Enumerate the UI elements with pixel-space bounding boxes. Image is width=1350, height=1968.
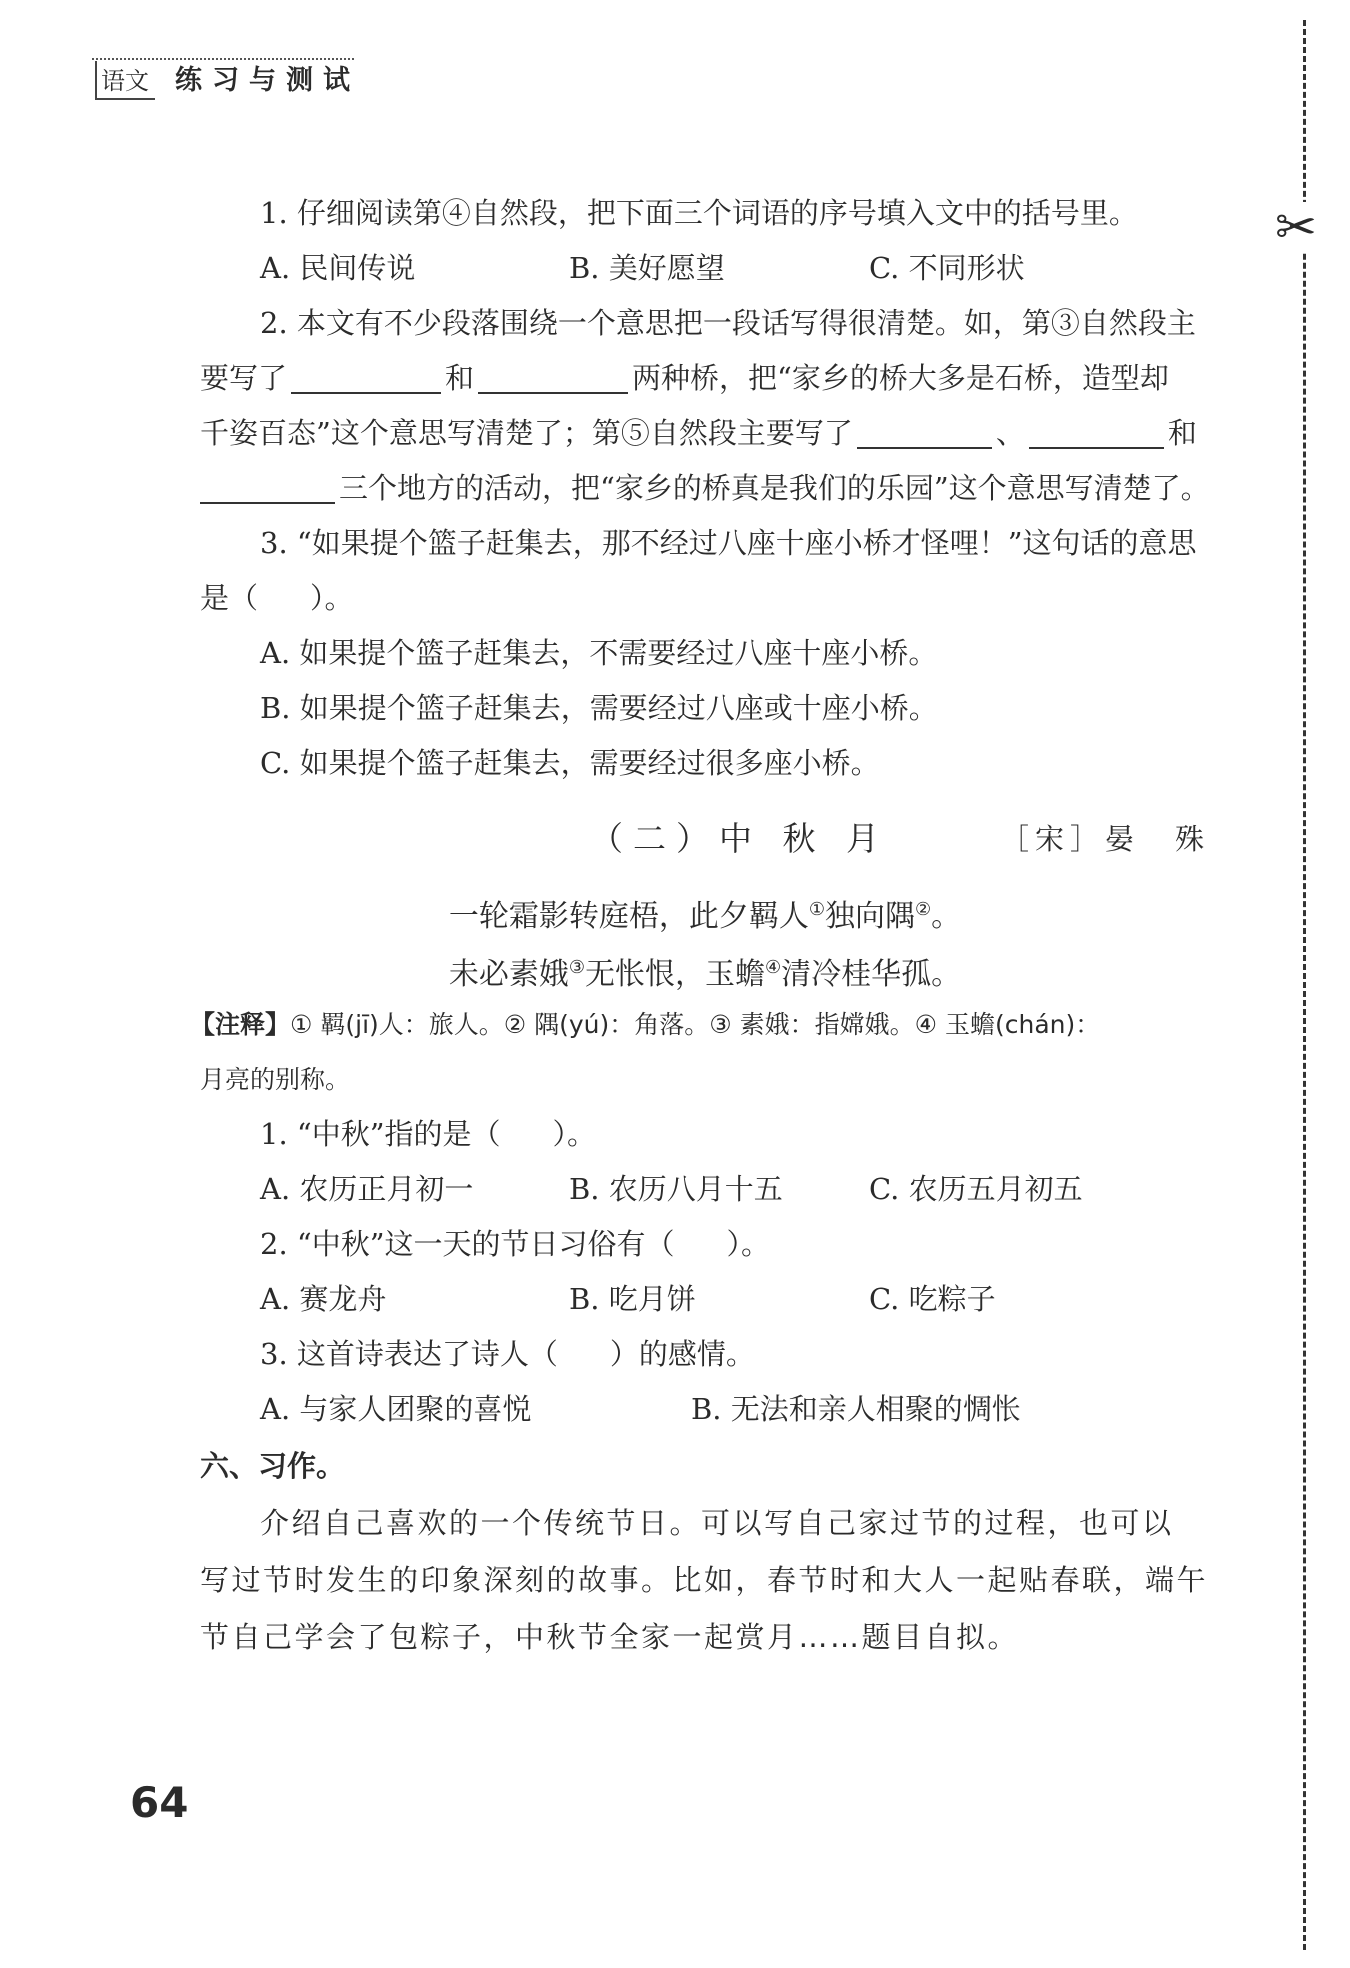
- text-seg: 未必素娥: [448, 957, 569, 992]
- p2-q1-option-a: A. 农历正月初一: [260, 1172, 474, 1206]
- text-seg: 千姿百态”这个意思写清楚了；第⑤自然段主要写了: [200, 416, 853, 450]
- writing-prompt-line3: 节自己学会了包粽子，中秋节全家一起赏月……题目自拟。: [200, 1620, 1020, 1654]
- text-seg: 和: [1167, 416, 1197, 450]
- note-marker: ①: [808, 899, 825, 920]
- text-seg: 两种桥，把“家乡的桥大多是石桥，造型却: [632, 361, 1169, 395]
- poem-line-1: [200, 881, 1210, 939]
- poem-title: （二）中 秋 月: [590, 819, 889, 858]
- note-marker: ②: [915, 899, 932, 920]
- p1-q3-line1: 3. “如果提个篮子赶集去，那不经过八座十座小桥才怪哩！”这句话的意思: [260, 526, 1197, 560]
- text-seg: 和: [445, 361, 475, 395]
- poem-author: ［宋］晏 殊: [999, 822, 1210, 856]
- subject-tag: 语文: [95, 61, 155, 100]
- text-seg: 2. “中秋”这一天的节日习俗有（: [260, 1227, 675, 1261]
- page-header: [95, 58, 360, 100]
- page-number: 64: [130, 1778, 189, 1827]
- p2-q1-option-c: C. 农历五月初五: [869, 1172, 1083, 1206]
- p2-q2: [200, 1217, 1210, 1272]
- p1-q2-line4: [200, 461, 1210, 516]
- p1-q3-option-b: B. 如果提个篮子赶集去，需要经过八座或十座小桥。: [260, 691, 938, 725]
- text-seg: 。: [931, 899, 962, 934]
- p1-q3-line2: [200, 571, 1210, 626]
- cut-line: [1303, 20, 1306, 1950]
- poem-notes: [190, 997, 1210, 1052]
- poem-notes-cont: 月亮的别称。: [200, 1065, 351, 1094]
- text-seg: 、: [995, 416, 1025, 450]
- p2-q3-option-b: B. 无法和亲人相聚的惆怅: [691, 1392, 1021, 1426]
- note-marker: ④: [765, 957, 782, 978]
- p2-q2-options: [200, 1272, 1210, 1327]
- p2-q2-option-b: B. 吃月饼: [569, 1282, 696, 1316]
- writing-heading: 六、习作。: [200, 1449, 346, 1483]
- answer-blank[interactable]: [200, 472, 335, 504]
- text-seg: 3. 这首诗表达了诗人（: [260, 1337, 558, 1371]
- answer-blank[interactable]: [857, 417, 992, 449]
- p1-q1-option-c: C. 不同形状: [869, 251, 1025, 285]
- p1-q3-option-a: A. 如果提个篮子赶集去，不需要经过八座十座小桥。: [260, 636, 938, 670]
- p1-q2-line1: 2. 本文有不少段落围绕一个意思把一段话写得很清楚。如，第③自然段主: [260, 306, 1196, 340]
- p1-q1-options: [200, 241, 1210, 296]
- text-seg: 要写了: [200, 361, 288, 395]
- p1-q1: 1. 仔细阅读第④自然段，把下面三个词语的序号填入文中的括号里。: [260, 196, 1138, 230]
- p1-q3-option-c: C. 如果提个篮子赶集去，需要经过很多座小桥。: [260, 746, 880, 780]
- p1-q1-option-a: A. 民间传说: [260, 251, 416, 285]
- poem-header: [200, 791, 1210, 881]
- p2-q3: [200, 1327, 1210, 1382]
- scissors-icon: ✂: [1275, 198, 1317, 256]
- text-seg: 无怅恨，玉蟾: [585, 957, 765, 992]
- note-text: ① 羁(jī)人：旅人。② 隅(yú)：角落。③ 素娥：指嫦娥。④ 玉蟾(chán)：: [290, 1010, 1101, 1039]
- text-seg: 是（: [200, 581, 259, 615]
- p1-q1-option-b: B. 美好愿望: [569, 251, 725, 285]
- poem-line-2: [200, 939, 1210, 997]
- p2-q3-option-a: A. 与家人团聚的喜悦: [260, 1392, 532, 1426]
- answer-blank[interactable]: [291, 362, 441, 394]
- text-seg: ）。: [552, 1117, 597, 1151]
- p2-q2-option-a: A. 赛龙舟: [260, 1282, 387, 1316]
- text-seg: 三个地方的活动，把“家乡的桥真是我们的乐园”这个意思写清楚了。: [339, 471, 1210, 505]
- book-title: 练习与测试: [175, 65, 360, 96]
- p2-q2-option-c: C. 吃粽子: [869, 1282, 996, 1316]
- page-content: [190, 186, 1210, 1666]
- p1-q2-line3: [200, 406, 1210, 461]
- p1-q2-line2: [200, 351, 1210, 406]
- text-seg: ）。: [726, 1227, 771, 1261]
- answer-blank[interactable]: [478, 362, 628, 394]
- writing-prompt-line1: 介绍自己喜欢的一个传统节日。可以写自己家过节的过程，也可以: [260, 1506, 1174, 1540]
- p2-q1-option-b: B. 农历八月十五: [569, 1172, 783, 1206]
- p2-q1-options: [200, 1162, 1210, 1217]
- text-seg: ）的感情。: [609, 1337, 755, 1371]
- text-seg: ）。: [310, 581, 354, 615]
- writing-prompt-line2: 写过节时发生的印象深刻的故事。比如，春节时和大人一起贴春联，端午: [200, 1563, 1209, 1597]
- note-label: 【注释】: [190, 1010, 291, 1039]
- text-seg: 清冷桂华孤。: [781, 957, 962, 992]
- p2-q3-options: [200, 1382, 1210, 1437]
- text-seg: 1. “中秋”指的是（: [260, 1117, 501, 1151]
- p2-q1: [200, 1107, 1210, 1162]
- note-marker: ③: [568, 957, 585, 978]
- answer-blank[interactable]: [1029, 417, 1164, 449]
- text-seg: 一轮霜影转庭梧，此夕羁人: [448, 899, 809, 934]
- text-seg: 独向隅: [825, 899, 915, 934]
